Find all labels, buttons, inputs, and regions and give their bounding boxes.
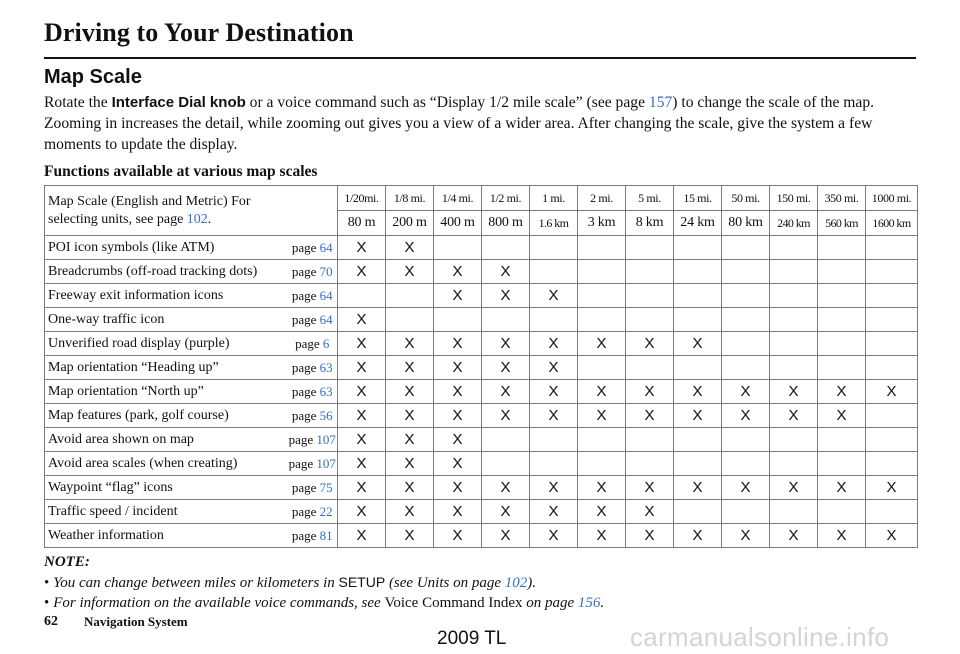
availability-cell: X xyxy=(338,404,386,428)
availability-cell: X xyxy=(866,476,918,500)
watermark-site: carmanualsonline.info xyxy=(630,622,890,652)
availability-cell xyxy=(818,332,866,356)
availability-cell: X xyxy=(674,404,722,428)
table-row xyxy=(45,524,918,548)
note-item-1-text-2: (see Units on page xyxy=(385,575,505,591)
availability-cell xyxy=(386,284,434,308)
availability-cell: X xyxy=(722,380,770,404)
availability-cell xyxy=(866,500,918,524)
availability-cell xyxy=(674,260,722,284)
table-row xyxy=(45,380,918,404)
availability-cell: X xyxy=(338,236,386,260)
availability-cell xyxy=(482,236,530,260)
feature-label: One-way traffic icon xyxy=(45,308,288,332)
header-label-end: . xyxy=(207,211,212,227)
table-row xyxy=(45,332,918,356)
page-prefix: page xyxy=(288,455,317,471)
availability-cell xyxy=(530,260,578,284)
table-row xyxy=(45,452,918,476)
page-reference xyxy=(288,260,338,284)
table-row xyxy=(45,476,918,500)
feature-label: Map orientation “Heading up” xyxy=(45,356,288,380)
availability-cell: X xyxy=(578,332,626,356)
availability-cell: X xyxy=(338,476,386,500)
table-row xyxy=(45,404,918,428)
availability-cell xyxy=(530,236,578,260)
table-row xyxy=(45,236,918,260)
feature-label: Weather information xyxy=(45,524,288,548)
page-link[interactable]: 64 xyxy=(319,239,333,255)
availability-cell: X xyxy=(530,356,578,380)
availability-cell xyxy=(770,452,818,476)
availability-cell xyxy=(866,308,918,332)
setup-label: SETUP xyxy=(338,574,386,590)
scale-english-cell: 2 mi. xyxy=(578,186,626,211)
scale-english-cell: 15 mi. xyxy=(674,186,722,211)
availability-cell: X xyxy=(434,476,482,500)
availability-cell: X xyxy=(482,500,530,524)
availability-cell: X xyxy=(434,404,482,428)
scale-english-cell: 5 mi. xyxy=(626,186,674,211)
availability-cell: X xyxy=(626,380,674,404)
map-scale-table xyxy=(44,185,918,548)
availability-cell xyxy=(866,428,918,452)
availability-cell: X xyxy=(434,524,482,548)
page-prefix: page xyxy=(295,335,323,351)
availability-cell: X xyxy=(338,380,386,404)
availability-cell: X xyxy=(386,428,434,452)
availability-cell: X xyxy=(866,524,918,548)
availability-cell: X xyxy=(674,476,722,500)
availability-cell xyxy=(674,236,722,260)
availability-cell xyxy=(770,500,818,524)
note-item-2-page-link[interactable]: 156 xyxy=(577,595,601,611)
availability-cell: X xyxy=(338,356,386,380)
availability-cell xyxy=(626,260,674,284)
availability-cell xyxy=(770,308,818,332)
scale-metric-cell: 560 km xyxy=(818,211,866,236)
intro-text-1: Rotate the xyxy=(44,94,112,111)
availability-cell xyxy=(626,452,674,476)
availability-cell xyxy=(818,236,866,260)
availability-cell xyxy=(626,236,674,260)
scale-metric-cell: 8 km xyxy=(626,211,674,236)
header-page-cell xyxy=(288,186,338,236)
voice-command-index-label: Voice Command Index xyxy=(384,595,523,611)
availability-cell xyxy=(818,452,866,476)
availability-cell: X xyxy=(482,260,530,284)
availability-cell: X xyxy=(338,452,386,476)
page-prefix: page xyxy=(291,383,320,399)
page-prefix: page xyxy=(291,479,320,495)
page-prefix: page xyxy=(291,287,320,303)
scale-english-cell: 1/4 mi. xyxy=(434,186,482,211)
scale-english-cell: 1 mi. xyxy=(530,186,578,211)
note-item-2 xyxy=(44,593,604,613)
feature-label: Map orientation “North up” xyxy=(45,380,288,404)
availability-cell xyxy=(722,308,770,332)
availability-cell: X xyxy=(770,404,818,428)
availability-cell: X xyxy=(482,332,530,356)
feature-label: Breadcrumbs (off-road tracking dots) xyxy=(45,260,288,284)
availability-cell: X xyxy=(578,500,626,524)
availability-cell: X xyxy=(434,260,482,284)
availability-cell: X xyxy=(530,500,578,524)
availability-cell: X xyxy=(434,428,482,452)
feature-label: Avoid area shown on map xyxy=(45,428,288,452)
feature-label: Map features (park, golf course) xyxy=(45,404,288,428)
intro-page-link[interactable]: 157 xyxy=(648,94,673,111)
availability-cell: X xyxy=(626,476,674,500)
availability-cell: X xyxy=(722,476,770,500)
availability-cell: X xyxy=(338,332,386,356)
availability-cell xyxy=(818,260,866,284)
availability-cell: X xyxy=(674,380,722,404)
scale-english-cell: 1/20mi. xyxy=(338,186,386,211)
availability-cell: X xyxy=(482,404,530,428)
page-link[interactable]: 64 xyxy=(319,287,333,303)
page-reference xyxy=(288,332,338,356)
availability-cell: X xyxy=(482,284,530,308)
page-link[interactable]: 63 xyxy=(319,359,333,375)
header-row-english xyxy=(45,186,918,211)
header-divider xyxy=(44,57,916,59)
feature-label: POI icon symbols (like ATM) xyxy=(45,236,288,260)
availability-cell: X xyxy=(722,524,770,548)
availability-cell xyxy=(674,284,722,308)
page-prefix: page xyxy=(291,407,320,423)
availability-cell: X xyxy=(434,500,482,524)
availability-cell: X xyxy=(818,524,866,548)
note-item-1-page-link[interactable]: 102 xyxy=(504,575,528,591)
availability-cell xyxy=(722,332,770,356)
availability-cell xyxy=(482,452,530,476)
availability-cell xyxy=(530,452,578,476)
section-title: Map Scale xyxy=(44,66,142,88)
availability-cell: X xyxy=(530,284,578,308)
page-link[interactable]: 81 xyxy=(319,527,333,543)
page-prefix: page xyxy=(291,263,320,279)
availability-cell: X xyxy=(866,380,918,404)
availability-cell xyxy=(386,308,434,332)
note-bullet: • xyxy=(44,595,50,611)
page-reference xyxy=(288,284,338,308)
availability-cell: X xyxy=(626,524,674,548)
scale-metric-cell: 200 m xyxy=(386,211,434,236)
page-reference xyxy=(288,428,338,452)
feature-label: Unverified road display (purple) xyxy=(45,332,288,356)
page-link[interactable]: 22 xyxy=(319,503,333,519)
table-row xyxy=(45,500,918,524)
feature-label: Avoid area scales (when creating) xyxy=(45,452,288,476)
note-item-1-text: You can change between miles or kilometers in xyxy=(53,575,339,591)
availability-cell xyxy=(866,404,918,428)
footer-system-label: Navigation System xyxy=(84,614,188,629)
page-reference xyxy=(288,524,338,548)
availability-cell xyxy=(818,284,866,308)
intro-paragraph xyxy=(44,92,920,155)
availability-cell: X xyxy=(818,380,866,404)
availability-cell xyxy=(866,236,918,260)
availability-cell: X xyxy=(770,476,818,500)
availability-cell: X xyxy=(770,524,818,548)
availability-cell: X xyxy=(482,356,530,380)
page-prefix: page xyxy=(291,503,320,519)
availability-cell xyxy=(818,356,866,380)
availability-cell: X xyxy=(386,356,434,380)
availability-cell xyxy=(770,428,818,452)
availability-cell: X xyxy=(482,524,530,548)
interface-dial-knob-label: Interface Dial knob xyxy=(111,94,246,111)
availability-cell xyxy=(722,500,770,524)
table-row xyxy=(45,284,918,308)
page-link[interactable]: 107 xyxy=(316,431,336,447)
availability-cell xyxy=(578,452,626,476)
availability-cell xyxy=(434,308,482,332)
availability-cell: X xyxy=(530,380,578,404)
page-link[interactable]: 70 xyxy=(319,263,333,279)
availability-cell: X xyxy=(386,380,434,404)
availability-cell: X xyxy=(530,332,578,356)
scale-metric-cell: 400 m xyxy=(434,211,482,236)
scale-english-cell: 1/8 mi. xyxy=(386,186,434,211)
availability-cell: X xyxy=(482,476,530,500)
availability-cell xyxy=(674,452,722,476)
table-row xyxy=(45,428,918,452)
map-scale-header-label xyxy=(45,186,288,236)
availability-cell: X xyxy=(386,500,434,524)
availability-cell xyxy=(818,308,866,332)
availability-cell: X xyxy=(386,524,434,548)
availability-cell xyxy=(578,236,626,260)
page-reference xyxy=(288,476,338,500)
page-link[interactable]: 56 xyxy=(319,407,333,423)
availability-cell: X xyxy=(626,332,674,356)
availability-cell xyxy=(530,308,578,332)
availability-cell: X xyxy=(578,524,626,548)
availability-cell xyxy=(578,260,626,284)
availability-cell xyxy=(770,284,818,308)
availability-cell xyxy=(578,428,626,452)
scale-english-cell: 350 mi. xyxy=(818,186,866,211)
page-reference xyxy=(288,404,338,428)
availability-cell: X xyxy=(578,380,626,404)
availability-cell xyxy=(722,428,770,452)
note-item-2-text: For information on the available voice commands, see xyxy=(53,595,385,611)
availability-cell: X xyxy=(578,476,626,500)
watermark-model: 2009 TL xyxy=(437,628,507,649)
availability-cell xyxy=(578,284,626,308)
scale-metric-cell: 1600 km xyxy=(866,211,918,236)
availability-cell: X xyxy=(818,404,866,428)
note-item-1-end: ). xyxy=(527,575,536,591)
scale-english-cell: 1/2 mi. xyxy=(482,186,530,211)
availability-cell xyxy=(866,284,918,308)
availability-cell xyxy=(674,308,722,332)
availability-cell: X xyxy=(530,404,578,428)
availability-cell: X xyxy=(338,500,386,524)
page-link[interactable]: 107 xyxy=(316,455,336,471)
table-row xyxy=(45,260,918,284)
feature-label: Traffic speed / incident xyxy=(45,500,288,524)
scale-metric-cell: 24 km xyxy=(674,211,722,236)
availability-cell xyxy=(482,428,530,452)
availability-cell: X xyxy=(578,404,626,428)
page-header-title: Driving to Your Destination xyxy=(44,18,354,47)
intro-text-2: or a voice command such as “Display 1/2 mile scale” (see page xyxy=(245,94,649,111)
availability-cell: X xyxy=(338,524,386,548)
availability-cell: X xyxy=(530,476,578,500)
page-reference xyxy=(288,500,338,524)
availability-cell xyxy=(818,500,866,524)
page-link[interactable]: 6 xyxy=(322,335,330,351)
availability-cell xyxy=(722,452,770,476)
availability-cell: X xyxy=(338,260,386,284)
availability-cell xyxy=(674,428,722,452)
availability-cell xyxy=(866,356,918,380)
availability-cell: X xyxy=(770,380,818,404)
note-item-1 xyxy=(44,572,604,593)
scale-metric-cell: 80 km xyxy=(722,211,770,236)
availability-cell xyxy=(530,428,578,452)
feature-label: Waypoint “flag” icons xyxy=(45,476,288,500)
availability-cell: X xyxy=(722,404,770,428)
availability-cell xyxy=(722,260,770,284)
note-block xyxy=(44,552,604,613)
availability-cell xyxy=(674,356,722,380)
availability-cell: X xyxy=(434,380,482,404)
availability-cell xyxy=(866,260,918,284)
page-reference xyxy=(288,236,338,260)
availability-cell xyxy=(434,236,482,260)
page-link[interactable]: 64 xyxy=(319,311,333,327)
availability-cell xyxy=(722,236,770,260)
availability-cell: X xyxy=(434,452,482,476)
note-label: NOTE: xyxy=(44,554,90,570)
availability-cell xyxy=(770,260,818,284)
availability-cell: X xyxy=(386,404,434,428)
availability-cell: X xyxy=(386,332,434,356)
scale-metric-cell: 240 km xyxy=(770,211,818,236)
intro-text-3: ) to change the scale of the map. Zooming in increases the detail, while zooming out gives you a view of a wider area. After changing the scale, give the system a few moments to update the display. xyxy=(44,94,875,153)
page-reference xyxy=(288,308,338,332)
availability-cell xyxy=(866,452,918,476)
availability-cell: X xyxy=(626,404,674,428)
note-item-2-text-2: on page xyxy=(522,595,578,611)
availability-cell xyxy=(338,284,386,308)
availability-cell xyxy=(626,284,674,308)
page-prefix: page xyxy=(291,311,320,327)
availability-cell: X xyxy=(338,308,386,332)
availability-cell: X xyxy=(530,524,578,548)
availability-cell: X xyxy=(818,476,866,500)
table-row xyxy=(45,356,918,380)
availability-cell: X xyxy=(386,236,434,260)
availability-cell: X xyxy=(434,332,482,356)
availability-cell: X xyxy=(674,524,722,548)
availability-cell: X xyxy=(386,452,434,476)
availability-cell xyxy=(626,356,674,380)
note-item-2-end: . xyxy=(600,595,605,611)
availability-cell xyxy=(482,308,530,332)
availability-cell xyxy=(818,428,866,452)
header-label-text: Map Scale (English and Metric) For selecting units, see page xyxy=(48,193,251,227)
availability-cell xyxy=(770,356,818,380)
availability-cell: X xyxy=(626,500,674,524)
functions-title: Functions available at various map scales xyxy=(44,163,318,180)
feature-label: Freeway exit information icons xyxy=(45,284,288,308)
availability-cell: X xyxy=(482,380,530,404)
page-prefix: page xyxy=(291,359,320,375)
availability-cell xyxy=(626,428,674,452)
page-prefix: page xyxy=(288,431,317,447)
availability-cell: X xyxy=(338,428,386,452)
availability-cell: X xyxy=(434,356,482,380)
availability-cell xyxy=(674,500,722,524)
page-reference xyxy=(288,452,338,476)
availability-cell: X xyxy=(386,476,434,500)
scale-metric-cell: 1.6 km xyxy=(530,211,578,236)
page-reference xyxy=(288,356,338,380)
availability-cell xyxy=(770,332,818,356)
scale-metric-cell: 80 m xyxy=(338,211,386,236)
availability-cell xyxy=(770,236,818,260)
availability-cell: X xyxy=(434,284,482,308)
scale-metric-cell: 3 km xyxy=(578,211,626,236)
availability-cell xyxy=(578,308,626,332)
scale-english-cell: 50 mi. xyxy=(722,186,770,211)
availability-cell: X xyxy=(386,260,434,284)
scale-metric-cell: 800 m xyxy=(482,211,530,236)
footer-page-number: 62 xyxy=(44,614,58,629)
availability-cell: X xyxy=(674,332,722,356)
scale-english-cell: 1000 mi. xyxy=(866,186,918,211)
availability-cell xyxy=(578,356,626,380)
page-reference xyxy=(288,380,338,404)
units-page-link[interactable]: 102 xyxy=(186,211,208,227)
availability-cell xyxy=(626,308,674,332)
scale-english-cell: 150 mi. xyxy=(770,186,818,211)
availability-cell xyxy=(722,356,770,380)
page-link[interactable]: 63 xyxy=(319,383,333,399)
table-row xyxy=(45,308,918,332)
availability-cell xyxy=(722,284,770,308)
note-bullet: • xyxy=(44,575,50,591)
page-prefix: page xyxy=(291,527,320,543)
page-link[interactable]: 75 xyxy=(319,479,333,495)
page-prefix: page xyxy=(291,239,320,255)
availability-cell xyxy=(866,332,918,356)
